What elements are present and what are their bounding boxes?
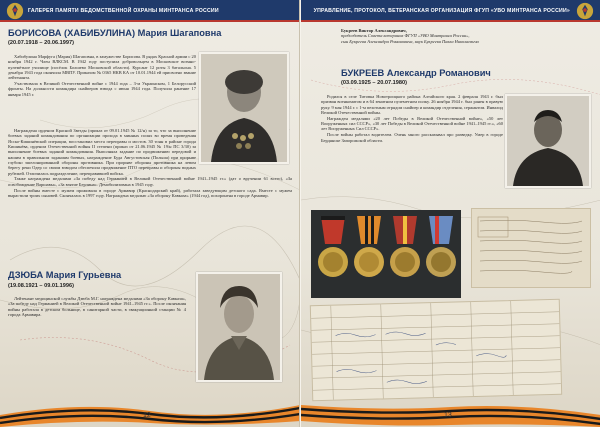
person2-paragraph: Лейтенант медицинской службы Дзюба М.Г. награждена медалями «За оборону Кавказа», «За победу над Германией в Великой Отечественной войне 1941–1945 гг.». После окончания войны работала в детском больнице, в санитарной части, в эвакуационной станции № 4 города Армавира.	[8, 296, 186, 318]
person1-paragraph: Также награждена медалями «За победу над Германией в Великой Отечественной войне 1941–1945 гг.» (дат о вручении 61 всего), «За освобождение Варшавы», «За взятие Берлина». Демобилизована в 1945 году.	[8, 176, 292, 187]
left-page-number: 12	[143, 412, 151, 419]
person3-photo	[505, 94, 591, 188]
emblem-icon	[6, 2, 24, 20]
right-page-header	[301, 0, 600, 22]
left-header-title: ГАЛЕРЕЯ ПАМЯТИ ВЕДОМСТВЕННОЙ ОХРАНЫ МИНТРАНСА РОССИИ	[28, 8, 219, 14]
person1-paragraph: После войны вместе с мужем проживала в городе Армавир (Краснодарский край), работала заведующим детского сада. Вместе с мужем вырастили троих сыновей. Скончалась в 1997 году. Награждена медалью «За оборону Кавказа» (1944 год), похоронена в городе Армавир.	[8, 187, 292, 198]
person3-dates: (03.09.1925 – 20.07.1980)	[341, 80, 407, 86]
person2-dates: (19.08.1921 – 09.01.1996)	[8, 283, 74, 289]
person1-paragraph: Награждена орденом Красной Звезды (приказ от 09.01.1945 № 12/н) за то, что за выполнение боевых заданий командования по организации прохода в минных полях во время проведения Ясско-Кишинёвской операции, восстановил места переправы и мостов. 30 тонн в районе города Кишинёва, орденом Отечественной войны II степени (приказ от 21.06.1945 № 19/н ПС 3/30) за выполнение боевых заданий командования. Выполняла задание по продвижению передовой и нашим в правильном заданиям боевых, награждение Буда Августовская (Польша) при прорыве глубоко эшелонированной обороны противника. При прорыве обороны противника на левом берегу реки Одер со своим взводом обеспечила продвижение ПТО переправы и обороны водных рубежей. Отличилась подразделение, переправившей войска.	[8, 128, 196, 176]
st-george-ribbon-icon	[0, 387, 300, 427]
medals-photo	[311, 210, 461, 298]
person3-name: БУКРЕЕВ Александр Романович	[341, 68, 491, 78]
handwritten-letter-icon	[472, 209, 590, 287]
person1-dates: (20.07.1918 – 20.06.1997)	[8, 40, 74, 46]
contributor-name: Букреев Виктор Александрович,	[341, 28, 407, 33]
right-page-number: 13	[444, 412, 452, 419]
emblem-icon	[576, 2, 594, 20]
letter-document	[471, 208, 591, 288]
person1-paragraph: Хабибулина Марфуга (Мария) Шагаповна, в замужестве Борисова. В рядах Красной армии с 20 ноября 1942 г. Член ВЛКСМ. В 1942 году поступила добровольцем в Московское военно-пулемётное училище (посёлок Болшево Московской области). Курсант 12 роты 3 батальона. 5 декабря 1943 года окончила МВПУ. Приказом № 0365 НКВ КА от 10.01.1944 ей присвоено звание лейтенанта.	[8, 54, 196, 81]
register-table-icon	[311, 300, 561, 400]
st-george-ribbon-icon	[301, 387, 600, 427]
person1-paragraph: Участвовала в Великой Отечественной войне с 1944 года – 3-м Украинском, 1 Белорусский фронты. На должности командира снайперов взвода с июня 1944 года. Получила ранение 17 января 1945 г.	[8, 81, 196, 97]
person3-paragraph: После войны работал водителем. Очень много рассказывал про разведку. Умер в городе Бердянске Запорожской области.	[321, 132, 503, 143]
person1-bio-top	[8, 54, 196, 98]
person2-bio	[8, 296, 186, 318]
portrait-woman-uniform-icon	[198, 274, 280, 380]
portrait-man-icon	[507, 96, 589, 186]
contributor-relation: сын Букреева Александра Романовича, внук Букреева Павла Николаевича	[341, 38, 479, 44]
person3-paragraph: Награжден медалями «20 лет Победы в Великой Отечественной войне», «50 лет Вооруженных сил СССР», «30 лет Победы в Великой Отечественной войне 1941–1945 гг.», «60 лет Вооруженных Сил СССР».	[321, 115, 503, 132]
person3-paragraph: Родился в селе Титовка Новотроицкого района Алтайского края. 2 февраля 1943 г. был призван военкоматом и в 64 зенитном пулеметном полку. 26 ноября 1944 г. был ранен в правую руку. 9 мая 1944 г. с 1-м пехотным отрядом снайпер и командир отделения, сержантом. Инвалид Великой Отечественной войны.	[321, 94, 503, 116]
contributor-note	[341, 28, 581, 44]
person2-photo	[196, 272, 282, 382]
left-page-header	[0, 0, 299, 22]
right-page	[300, 0, 600, 427]
contributor-role: председатель Совета ветеранов ФГУП «УВО Минтранса России»,	[341, 33, 470, 39]
person3-bio	[321, 94, 503, 143]
person1-name: БОРИСОВА (ХАБИБУЛИНА) Мария Шагаповна	[8, 28, 222, 38]
person1-bio-bottom	[8, 128, 292, 199]
person2-name: ДЗЮБА Мария Гурьевна	[8, 270, 122, 280]
register-document	[310, 299, 562, 402]
right-header-title: УПРАВЛЕНИЕ, ПРОТОКОЛ, ВЕТЕРАНСКАЯ ОРГАНИЗАЦИЯ ФГУП «УВО МИНТРАНСА РОССИИ»	[313, 8, 570, 14]
